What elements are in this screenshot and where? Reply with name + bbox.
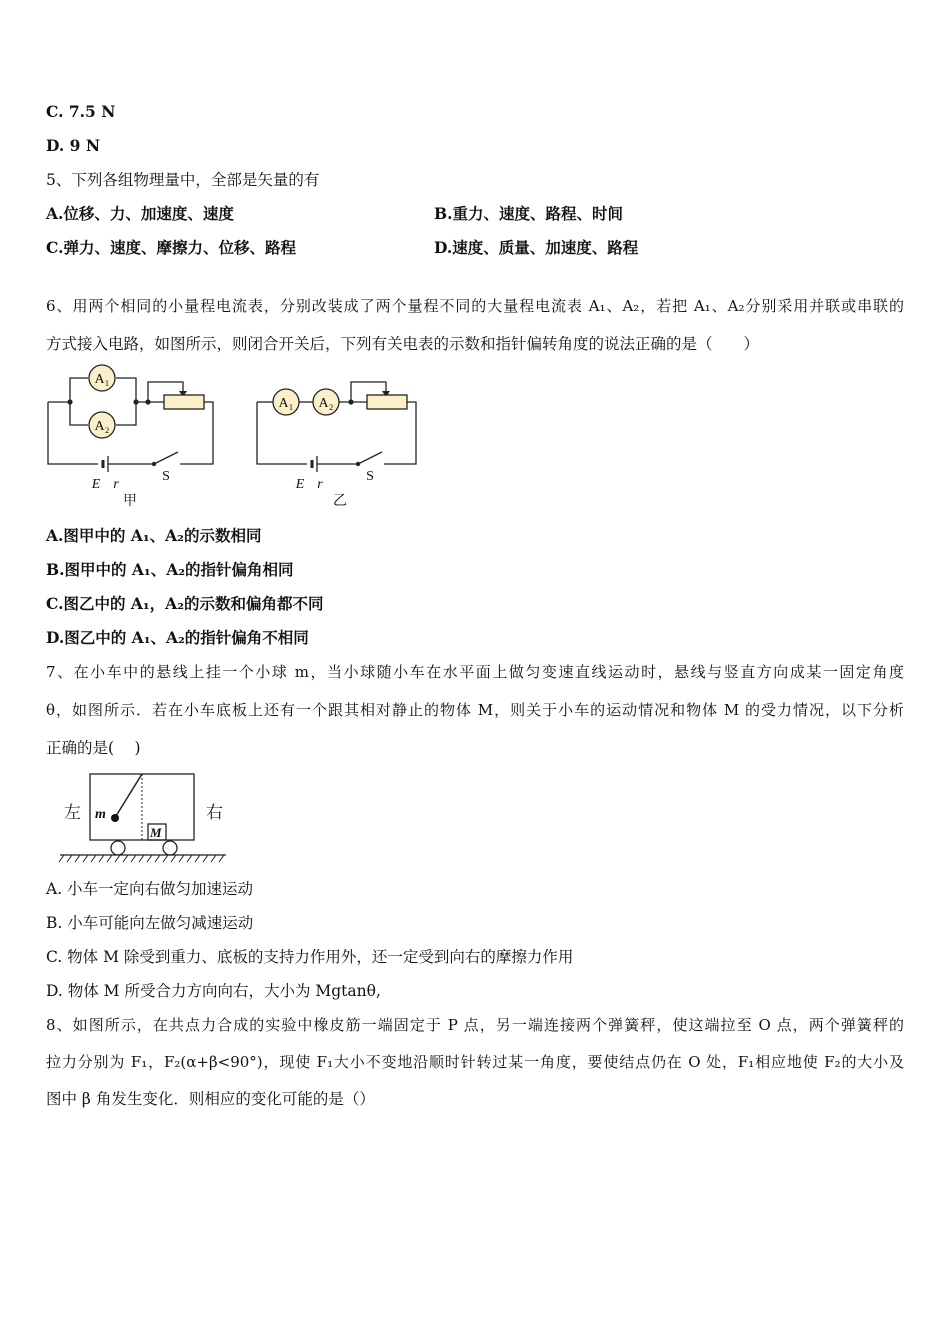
q6-stem-line2: 方式接入电路，如图所示，则闭合开关后，下列有关电表的示数和指针偏转角度的说法正确的是（ ） (46, 335, 760, 353)
jia-lower-branch-right (116, 402, 136, 425)
block-label: M (150, 825, 162, 840)
q6-stem-line1: 6、用两个相同的小量程电流表，分别改装成了两个量程不同的大量程电流表 A₁、A₂，若把 A₁、A₂分别采用并联或串联的 (46, 297, 904, 315)
q5-option-d: D.速度、质量、加速度、路程 (434, 238, 639, 257)
q6-circuit-figure (40, 362, 430, 512)
jia-right-wire (180, 402, 213, 464)
yi-rheostat (367, 395, 407, 409)
q7-option-c: C. 物体 M 除受到重力、底板的支持力作用外，还一定受到向右的摩擦力作用 (46, 948, 574, 966)
jia-switch-label: S (162, 469, 170, 484)
jia-lower-branch-left (70, 402, 88, 425)
q7-stem-line2: θ，如图所示．若在小车底板上还有一个跟其相对静止的物体 M，则关于小车的运动情况和物体 M 的受力情况，以下分析 (46, 701, 904, 719)
yi-switch-blade (358, 452, 382, 464)
yi-switch-pivot (356, 462, 360, 466)
q4-option-c: C. 7.5 N (46, 102, 116, 121)
jia-a2-label: A₂ (94, 419, 110, 434)
label-right: 右 (206, 803, 223, 822)
jia-a1-label: A₁ (94, 372, 110, 387)
q6-option-b: B.图甲中的 A₁、A₂的指针偏角相同 (46, 560, 294, 579)
cart-wheel-left (111, 841, 125, 855)
jia-upper-branch-left (48, 378, 88, 402)
jia-junction-left (67, 399, 72, 404)
jia-left-wire (48, 402, 98, 464)
q5-option-c: C.弹力、速度、摩擦力、位移、路程 (46, 238, 296, 257)
jia-emf-label: E (91, 477, 101, 492)
jia-switch-blade (154, 452, 178, 464)
q4-option-d: D. 9 N (46, 136, 101, 155)
q5-option-b: B.重力、速度、路程、时间 (434, 204, 623, 223)
q8-stem-line1: 8、如图所示，在共点力合成的实验中橡皮筋一端固定于 P 点，另一端连接两个弹簧秤，使这端拉至 O 点，两个弹簧秤的 (46, 1016, 904, 1034)
yi-switch-label: S (366, 469, 374, 484)
pendulum-string (116, 774, 142, 816)
pendulum-ball (111, 814, 119, 822)
jia-slider-node (145, 399, 150, 404)
yi-a2-label: A₂ (318, 396, 334, 411)
q6-option-c: C.图乙中的 A₁，A₂的示数和偏角都不同 (46, 594, 324, 613)
yi-slider-node (348, 399, 353, 404)
q7-option-d: D. 物体 M 所受合力方向向右，大小为 Mgtanθ, (46, 982, 381, 1000)
label-left: 左 (64, 803, 81, 822)
yi-emf-label: E (295, 477, 305, 492)
yi-r-label: r (317, 477, 323, 492)
ground-hatching (59, 855, 224, 862)
q6-option-d: D.图乙中的 A₁、A₂的指针偏角不相同 (46, 628, 309, 647)
q8-stem-line3: 图中 β 角发生变化．则相应的变化可能的是（） (46, 1090, 375, 1108)
q7-stem-line1: 7、在小车中的悬线上挂一个小球 m，当小球随小车在水平面上做匀变速直线运动时，悬线与竖直方向成某一固定角度 (46, 663, 904, 681)
q6-option-a: A.图甲中的 A₁、A₂的示数相同 (46, 526, 262, 545)
cart-wheel-right (163, 841, 177, 855)
q5-stem: 5、下列各组物理量中，全部是矢量的有 (46, 171, 320, 189)
yi-a1-label: A₁ (278, 396, 294, 411)
q8-stem-line2: 拉力分别为 F₁，F₂(α+β<90°)，现使 F₁大小不变地沿顺时针转过某一角度，要使结点仍在 O 处，F₁相应地使 F₂的大小及 (46, 1053, 904, 1071)
jia-caption: 甲 (123, 494, 137, 509)
q7-cart-figure (56, 768, 256, 868)
q7-stem-line3: 正确的是( ) (46, 739, 141, 757)
q7-option-a: A. 小车一定向右做匀加速运动 (46, 880, 254, 898)
jia-rheostat (164, 395, 204, 409)
q7-option-b: B. 小车可能向左做匀减速运动 (46, 914, 254, 932)
ball-label: m (95, 807, 106, 822)
jia-switch-pivot (152, 462, 156, 466)
jia-r-label: r (113, 477, 119, 492)
yi-caption: 乙 (333, 494, 347, 509)
q5-option-a: A.位移、力、加速度、速度 (46, 204, 234, 223)
yi-right-wire (384, 402, 416, 464)
jia-junction-right (133, 399, 138, 404)
